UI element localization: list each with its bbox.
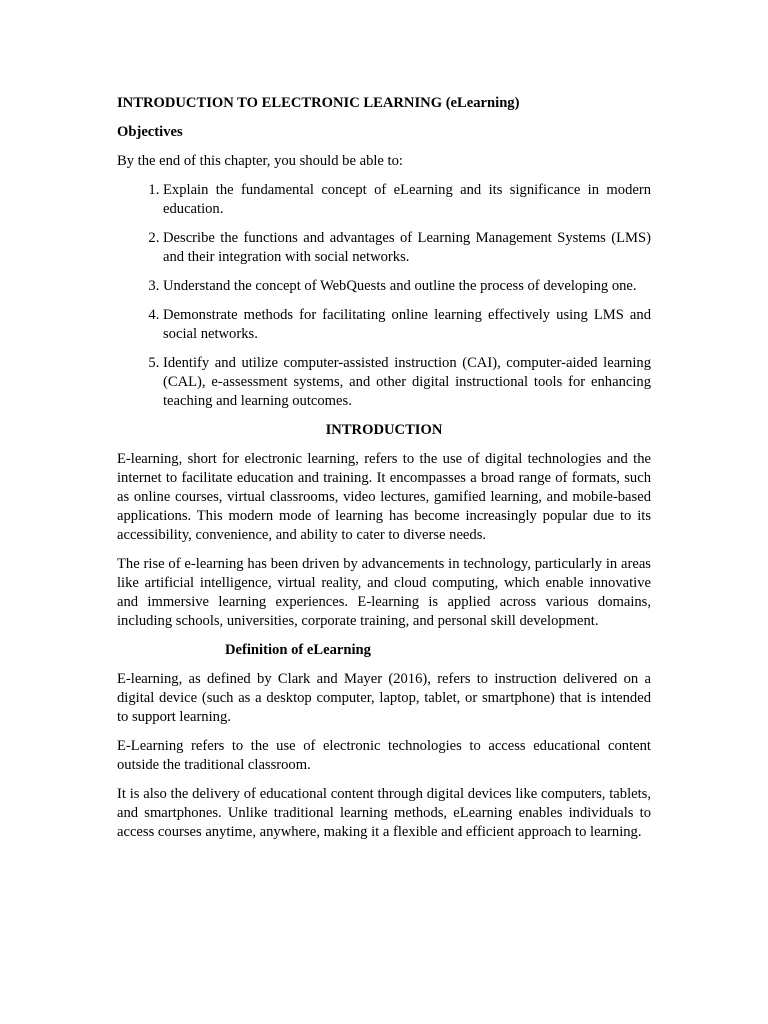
objectives-heading: Objectives bbox=[117, 124, 183, 140]
introduction-heading: INTRODUCTION bbox=[325, 422, 443, 438]
list-item: 5. Identify and utilize computer-assisted instruction (CAI), computer-aided learning (CAL), e-assessment systems, and other digital instructional tools for enhancing teaching and learning outcomes. bbox=[163, 354, 651, 411]
definition-paragraph: E-Learning refers to the use of electronic technologies to access educational content outside the traditional classroom. bbox=[117, 738, 651, 773]
list-item: 3. Understand the concept of WebQuests and outline the process of developing one. bbox=[163, 277, 651, 296]
objectives-intro: By the end of this chapter, you should be able to: bbox=[117, 153, 403, 169]
definition-heading: Definition of eLearning bbox=[225, 642, 371, 658]
list-item: 4. Demonstrate methods for facilitating online learning effectively using LMS and social networks. bbox=[163, 306, 651, 344]
list-item: 2. Describe the functions and advantages of Learning Management Systems (LMS) and their integration with social networks. bbox=[163, 229, 651, 267]
definition-paragraph: E-learning, as defined by Clark and Mayer (2016), refers to instruction delivered on a digital device (such as a desktop computer, laptop, tablet, or smartphone) that is intended to support learning. bbox=[117, 671, 651, 725]
list-item: 1. Explain the fundamental concept of eLearning and its significance in modern education. bbox=[163, 181, 651, 219]
objectives-list bbox=[117, 181, 651, 411]
document-title: INTRODUCTION TO ELECTRONIC LEARNING (eLearning) bbox=[117, 95, 520, 111]
introduction-paragraph: The rise of e-learning has been driven by advancements in technology, particularly in areas like artificial intelligence, virtual reality, and cloud computing, which enable innovative and immersive learning experiences. E-learning is applied across various domains, including schools, universities, corporate training, and personal skill development. bbox=[117, 556, 651, 629]
definition-paragraph: It is also the delivery of educational content through digital devices like computers, tablets, and smartphones. Unlike traditional learning methods, eLearning enables individuals to access courses anytime, anywhere, making it a flexible and efficient approach to learning. bbox=[117, 786, 651, 840]
introduction-paragraph: E-learning, short for electronic learning, refers to the use of digital technologies and the internet to facilitate education and training. It encompasses a broad range of formats, such as online courses, virtual classrooms, video lectures, gamified learning, and mobile-based applications. This modern mode of learning has become increasingly popular due to its accessibility, convenience, and ability to cater to diverse needs. bbox=[117, 451, 651, 543]
